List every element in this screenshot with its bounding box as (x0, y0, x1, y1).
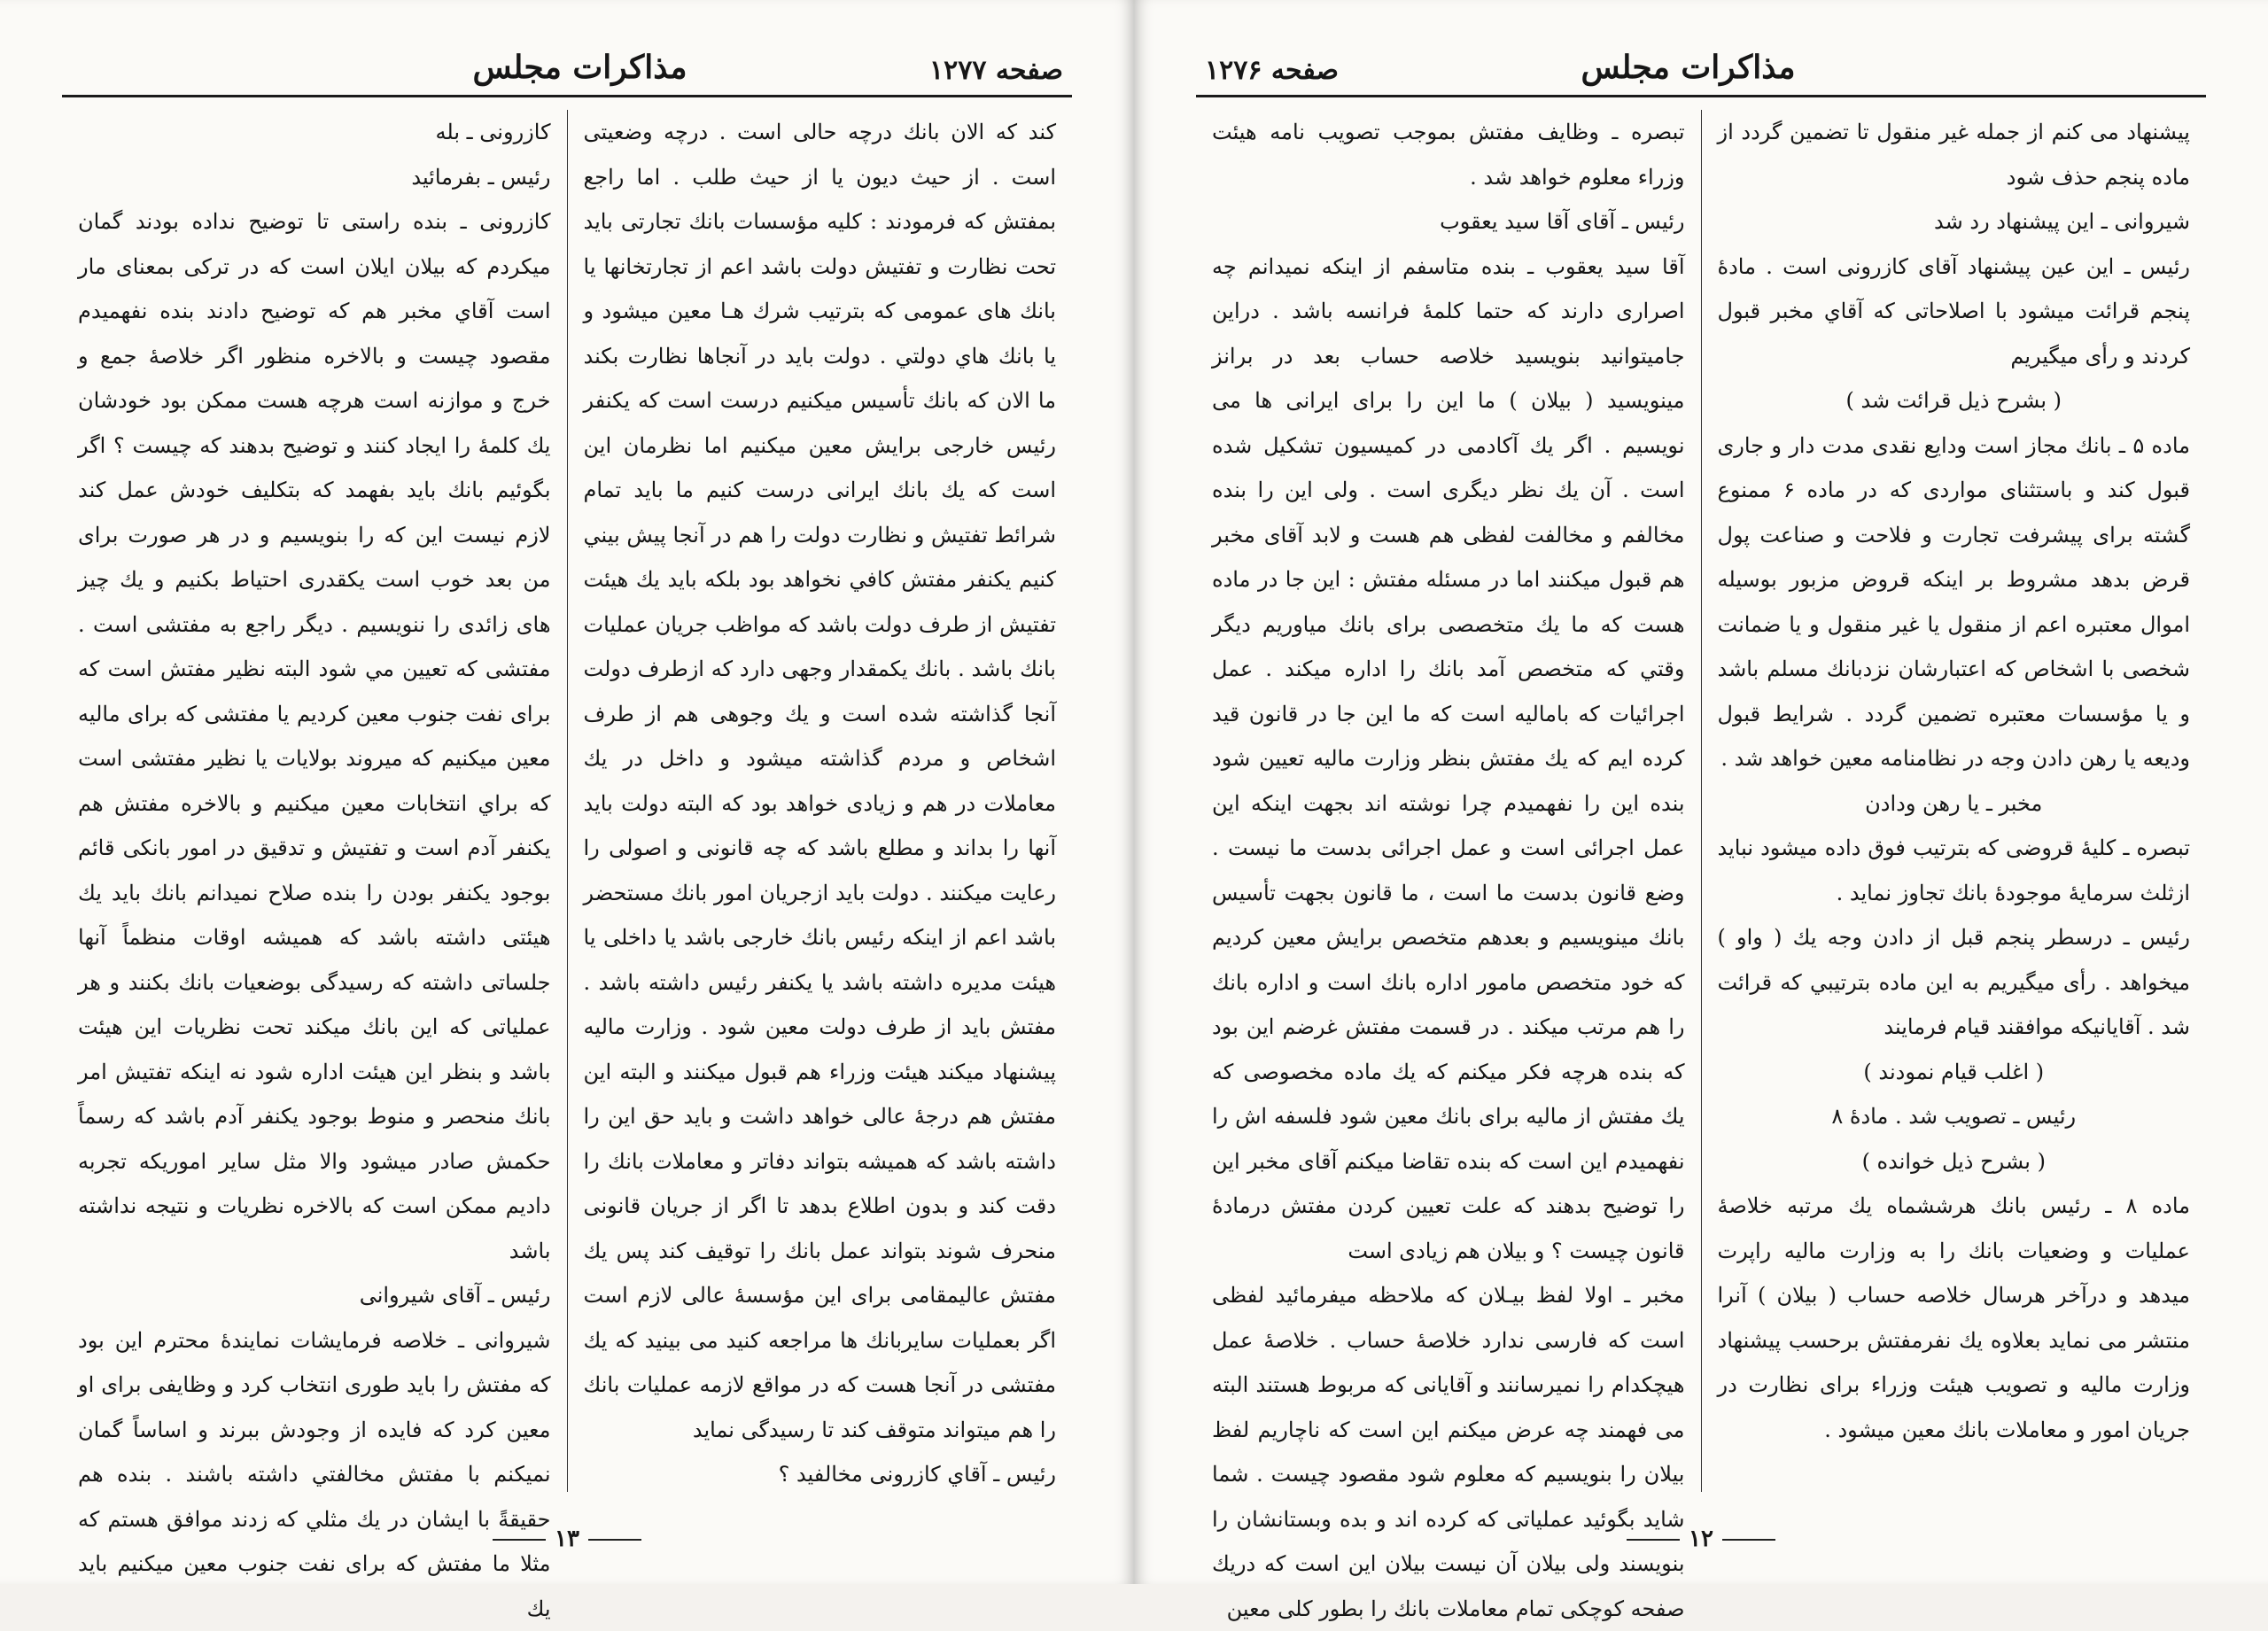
paragraph: پيشنهاد مى كنم از جمله غير منقول تا تضمين گردد از ماده پنجم حذف شود (1718, 110, 2191, 199)
right-page (1134, 0, 2268, 1584)
left-page-header (62, 51, 1072, 97)
right-page-footer (1134, 1526, 2268, 1552)
paragraph: كند كه الان بانك درچه حالى است . درچه وضعيتى است . از حيث ديون يا از حيث طلب . اما راجع بمفتش كه فرمودند : كليه مؤسسات بانك تجارتى بايد تحت نظارت و تفتيش دولت باشد اعم از تجارتخانها يا بانك هاى عمومى كه بترتيب شرك هـا معين ميشود و يا بانك هاي دولتي . دولت بايد در آنجاها نظارت بكند ما الان كه بانك تأسيس ميكنيم درست است كه يكنفر رئيس خارجى برايش معين ميكنيم اما نظرمان اين است كه يك بانك ايرانى درست كنيم ما بايد تمام شرائط تفتيش و نظارت دولت را هم در آنجا پيش بيني كنيم يكنفر مفتش كافي نخواهد بود بلكه بايد يك هيئت تفتيش از طرف دولت باشد كه مواظب جريان عمليات بانك باشد . بانك يكمقدار وجهى دارد كه ازطرف دولت آنجا گذاشته شده است و يك وجوهى هم از طرف اشخاص و مردم گذاشته ميشود و داخل در يك معاملات در هم و زيادى خواهد بود كه البته دولت بايد آنها را بداند و مطلع باشد كه چه قانونى و اصولى را رعايت ميكنند . دولت بايد ازجريان امور بانك مستحضر باشد اعم از اينكه رئيس بانك خارجى باشد يا داخلى يا هيئت مديره داشته باشد يا يكنفر رئيس داشته باشد . مفتش بايد از طرف دولت معين شود . وزارت ماليه پيشنهاد ميكند هيئت وزراء هم قبول ميكنند و البته اين مفتش هم درجهٔ عالى خواهد داشت و بايد حق اين را داشته باشد كه هميشه بتواند دفاتر و معاملات بانك را دقت كند و بدون اطلاع بدهد تا اگر از جريان قانونى منحرف شوند بتواند عمل بانك را توقيف كند پس يك مفتش عاليمقامى براى اين مؤسسهٔ عالى لازم است اگر بعمليات سايربانك ها مراجعه كنيد مى بينيد كه يك مفتشى در آنجا هست كه در مواقع لازمه عمليات بانك را هم ميتواند متوقف كند تا رسيدگى نمايد (584, 110, 1057, 1452)
left-page-label: صفحه ۱۲۷۷ (929, 55, 1063, 86)
left-page-footer (0, 1526, 1134, 1552)
footer-dash (1722, 1539, 1775, 1541)
paragraph: تبصره ـ وظايف مفتش بموجب تصويب نامه هيئت وزراء معلوم خواهد شد . (1212, 110, 1685, 199)
paragraph: رئيس ـ تصويب شد . مادهٔ ۸ (1718, 1094, 2191, 1139)
paragraph: رئيس ـ درسطر پنجم قبل از دادن وجه يك ( واو ) ميخواهد . رأى ميگيريم به اين ماده بترتيبي كه قرائت شد . آقايانيكه موافقند قيام فرمايند (1718, 915, 2191, 1050)
footer-dash (1627, 1539, 1680, 1541)
right-page-columns (1196, 110, 2206, 1492)
footer-dash (493, 1539, 546, 1541)
right-page-title: مذاکرات مجلس (1581, 49, 1796, 86)
right-page-header (1196, 51, 2206, 97)
paragraph: آقا سيد يعقوب ـ بنده متاسفم از اينكه نميدانم چه اصرارى دارند كه حتما كلمهٔ فرانسه باشد . دراين جاميتوانيد بنويسيد خلاصه حساب بعد در برانز مينويسيد ( بيلان ) ما اين را براى ايرانى ها مى نويسيم . اگر يك آكادمى در كميسيون تشكيل شده است . آن يك نظر ديگرى است . ولى اين را بنده مخالفم و مخالفت لفظى هم هست و لابد آقاى مخبر هم قبول ميكنند اما در مسئله مفتش : اين جا در ماده هست كه ما يك متخصصى براى بانك مياوريم ديگر وقتي كه متخصص آمد بانك را اداره ميكند . عمل اجرائيات كه باماليه است كه ما اين جا در قانون قيد كرده ايم كه يك مفتش بنظر وزارت ماليه تعيين شود بنده اين را نفهميدم چرا نوشته اند بجهت اينكه اين عمل اجرائى است و عمل اجرائى بدست ما نيست . وضع قانون بدست ما است ، ما قانون بجهت تأسيس بانك مينويسيم و بعدهم متخصص برايش معين كرديم كه خود متخصص مامور اداره بانك است و اداره بانك را هم مرتب ميكند . در قسمت مفتش غرضم اين بود كه بنده هرچه فكر ميكنم كه يك ماده مخصوصى كه يك مفتش از ماليه براى بانك معين شود فلسفه اش را نفهميدم اين است كه بنده تقاضا ميكنم آقاى مخبر اين را توضيح بدهند كه علت تعيين كردن مفتش درمادهٔ قانون چيست ؟ و بيلان هم زيادى است (1212, 245, 1685, 1274)
left-page-number: ۱۳ (555, 1526, 579, 1552)
left-page (0, 0, 1134, 1584)
paragraph: شيروانى ـ اين پيشنهاد رد شد (1718, 199, 2191, 245)
paragraph: تبصره ـ كليهٔ قروضى كه بترتيب فوق داده ميشود نبايد ازثلث سرمايهٔ موجودهٔ بانك تجاوز نمايد . (1718, 826, 2191, 915)
right-page-label: صفحه ۱۲۷۶ (1205, 55, 1339, 86)
paragraph: ( بشرح ذيل خوانده ) (1718, 1139, 2191, 1184)
paragraph: رئيس ـ اين عين پيشنهاد آقاى كازرونى است . مادهٔ پنجم قرائت ميشود با اصلاحاتى كه آقاي مخبر قبول كردند و رأى ميگيريم (1718, 245, 2191, 379)
right-page-col-right (1702, 110, 2207, 1492)
left-page-col-right (568, 110, 1073, 1492)
paragraph: كازرونى ـ بنده راستى تا توضيح نداده بودند گمان ميكردم كه بيلان ايلان است كه در تركى بمعناى مار است آقاي مخبر هم كه توضيح دادند بنده نفهميدم مقصود چيست و بالاخره منظور اگر خلاصهٔ جمع و خرج و موازنه است هرچه هست ممكن بود خودشان يك كلمهٔ را ايجاد كنند و توضيح بدهند كه چيست ؟ اگر بگوئيم بانك بايد بفهمد كه بتكليف خودش عمل كند لازم نيست اين كه را بنويسيم و در هر صورت براى من بعد خوب است يكقدرى احتياط بكنيم و يك چيز هاى زائدى را ننويسيم . ديگر راجع به مفتشى است . مفتشى كه تعيين مي شود البته نظير مفتش است كه براى نفت جنوب معين كرديم يا مفتشى كه براى ماليه معين ميكنيم كه ميروند بولايات يا نظير مفتشى است كه براي انتخابات معين ميكنيم و بالاخره مفتش هم يكنفر آدم است و تفتيش و تدقيق در امور بانكى قائم بوجود يكنفر بودن را بنده صلاح نميدانم بانك بايد يك هيئتى داشته باشد كه هميشه اوقات منظماً آنها جلساتى داشته كه رسيدگى بوضعيات بانك بكنند و هر عملياتى كه اين بانك ميكند تحت نظريات اين هيئت باشد و بنظر اين هيئت اداره شود نه اينكه تفتيش امر بانك منحصر و منوط بوجود يكنفر آدم باشد كه رسماً حكمش صادر ميشود والا مثل ساير اموريكه تجربه داديم ممكن است كه بالاخره نظريات و نتيجه نداشته باشد (78, 199, 551, 1273)
paragraph: مخبر ـ اولا لفظ بيـلان كه ملاحظه ميفرمائيد لفظى است كه فارسى ندارد خلاصهٔ حساب . خلاصهٔ عمل هيچكدام را نميرسانند و آقايانى كه مربوط هستند البته مى فهمند چه عرض ميكنم اين است كه ناچاريم لفظ بيلان را بنويسيم كه معلوم شود مقصود چيست . شما شايد بگوئيد عملياتى كه كرده اند و بده وبستانشان را بنويسند ولى بيلان آن نيست بيلان اين است كه دريك صفحه كوچكى تمام معاملات بانك را بطور كلى معين (1212, 1273, 1685, 1631)
paragraph: مخبر ـ يا رهن ودادن (1718, 781, 2191, 827)
paragraph: ( بشرح ذيل قرائت شد ) (1718, 378, 2191, 423)
left-page-title: مذاکرات مجلس (473, 49, 687, 86)
paragraph: ماده ۸ ـ رئيس بانك هرششماه يك مرتبه خلاصهٔ عمليات و وضعيات بانك را به وزارت ماليه راپرت ميدهد و درآخر هرسال خلاصه حساب ( بيلان ) آنرا منتشر مى نمايد بعلاوه يك نفرمفتش برحسب پيشنهاد وزارت ماليه و تصويب هيئت وزراء براى نظارت در جريان امور و معاملات بانك معين ميشود . (1718, 1184, 2191, 1452)
paragraph: ماده ۵ ـ بانك مجاز است ودايع نقدى مدت دار و جارى قبول كند و باستثناى مواردى كه در ماده ۶ ممنوع گشته براى پيشرفت تجارت و فلاحت و صناعت پول قرض بدهد مشروط بر اينكه قروض مزبور بوسيله اموال معتبره اعم از منقول يا غير منقول و يا ضمانت شخصى با اشخاص كه اعتبارشان نزدبانك مسلم باشد و يا مؤسسات معتبره تضمين گردد . شرايط قبول وديعه يا رهن دادن وجه در نظامنامه معين خواهد شد . (1718, 423, 2191, 781)
footer-dash (588, 1539, 641, 1541)
paragraph: رئيس ـ بفرمائيد (78, 155, 551, 200)
paragraph: رئيس ـ آقاى شيروانى (78, 1273, 551, 1318)
paragraph: رئيس ـ آقاي كازرونى مخالفيد ؟ (584, 1452, 1057, 1497)
paragraph: كازرونى ـ بله (78, 110, 551, 155)
left-page-col-left (62, 110, 568, 1492)
left-page-columns (62, 110, 1072, 1492)
right-page-col-left (1196, 110, 1702, 1492)
right-page-number: ۱۲ (1689, 1526, 1713, 1552)
paragraph: ( اغلب قيام نمودند ) (1718, 1050, 2191, 1095)
paragraph: رئيس ـ آقاى آقا سيد يعقوب (1212, 199, 1685, 245)
paragraph: شيروانى ـ خلاصه فرمايشات نمايندهٔ محترم اين بود كه مفتش را بايد طورى انتخاب كرد و وظايفى براى او معين كرد كه فايده از وجودش ببرند و اساساً گمان نميكنم با مفتش مخالفتي داشته باشند . بنده هم حقيقةً با ايشان در يك مثلي كه زدند موافق هستم كه مثلا ما مفتش كه براى نفت جنوب معين ميكنيم بايد يك (78, 1318, 551, 1631)
